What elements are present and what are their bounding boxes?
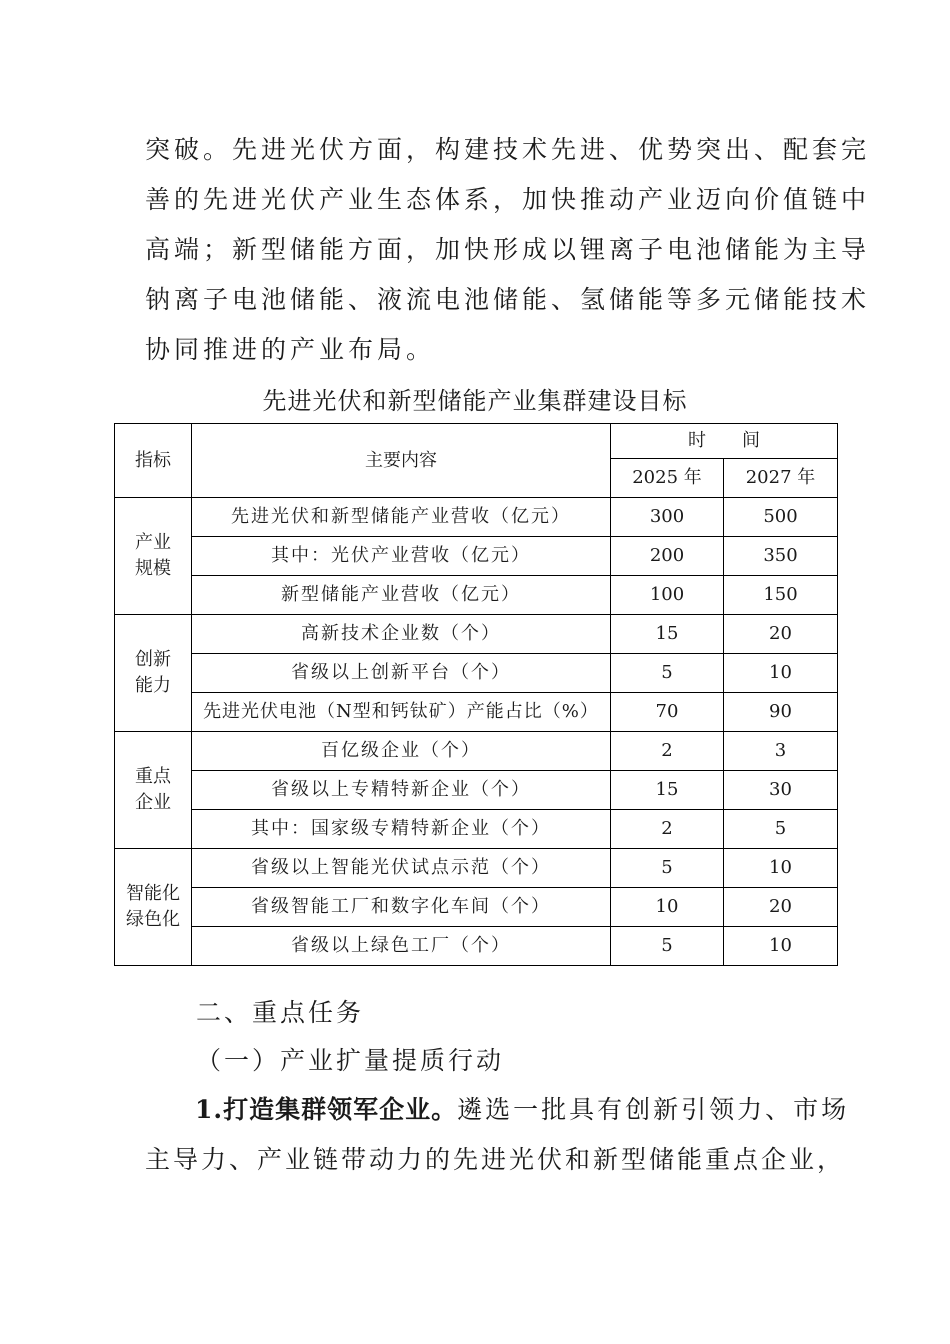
- group-name: 创新能力: [135, 649, 171, 696]
- table-row: [115, 849, 838, 888]
- value-2027: 10: [724, 654, 838, 693]
- row-content: 百亿级企业（个）: [192, 732, 611, 771]
- table-row: [115, 576, 838, 615]
- value-2025: 5: [611, 654, 724, 693]
- row-content: 新型储能产业营收（亿元）: [192, 576, 611, 615]
- value-2025: 300: [611, 498, 724, 537]
- group-label: [115, 732, 192, 849]
- table-row: [115, 615, 838, 654]
- value-2025: 100: [611, 576, 724, 615]
- group-name: 产业规模: [135, 532, 171, 579]
- section-heading: 二、重点任务: [196, 998, 365, 1027]
- item-paragraph: [145, 1085, 850, 1185]
- value-2027: 350: [724, 537, 838, 576]
- table-caption: 先进光伏和新型储能产业集群建设目标: [262, 387, 688, 415]
- group-name: 智能化绿色化: [126, 883, 180, 930]
- value-2025: 200: [611, 537, 724, 576]
- row-content: 省级以上智能光伏试点示范（个）: [192, 849, 611, 888]
- value-2027: 5: [724, 810, 838, 849]
- row-content: 省级智能工厂和数字化车间（个）: [192, 888, 611, 927]
- header-indicator: 指标: [115, 424, 192, 498]
- header-content: 主要内容: [192, 424, 611, 498]
- value-2025: 10: [611, 888, 724, 927]
- row-content: 省级以上绿色工厂（个）: [192, 927, 611, 966]
- group-label: [115, 498, 192, 615]
- value-2027: 10: [724, 927, 838, 966]
- intro-line: 协同推进的产业布局。: [145, 335, 436, 364]
- row-content: 高新技术企业数（个）: [192, 615, 611, 654]
- value-2025: 70: [611, 693, 724, 732]
- intro-line: 突破。先进光伏方面，构建技术先进、优势突出、配套完: [145, 135, 871, 164]
- value-2027: 3: [724, 732, 838, 771]
- item-line: 主导力、产业链带动力的先进光伏和新型储能重点企业，: [145, 1145, 846, 1174]
- table-row: [115, 810, 838, 849]
- item-line: [145, 1085, 850, 1135]
- subsection-heading: （一）产业扩量提质行动: [196, 1046, 505, 1075]
- row-content: 省级以上创新平台（个）: [192, 654, 611, 693]
- group-name: 重点企业: [135, 766, 171, 813]
- row-content: 先进光伏电池（N型和钙钛矿）产能占比（%）: [192, 693, 611, 732]
- value-2025: 15: [611, 615, 724, 654]
- value-2027: 10: [724, 849, 838, 888]
- table-row: [115, 654, 838, 693]
- table-header-row: [115, 424, 838, 459]
- intro-line: 钠离子电池储能、液流电池储能、氢储能等多元储能技术: [145, 285, 871, 314]
- table-row: [115, 771, 838, 810]
- value-2027: 30: [724, 771, 838, 810]
- table-row: [115, 537, 838, 576]
- intro-line: 高端；新型储能方面，加快形成以锂离子电池储能为主导: [145, 235, 871, 264]
- table-row: [115, 888, 838, 927]
- intro-paragraph: [145, 125, 871, 375]
- table-row: [115, 498, 838, 537]
- value-2025: 5: [611, 849, 724, 888]
- row-content: 省级以上专精特新企业（个）: [192, 771, 611, 810]
- intro-line: 善的先进光伏产业生态体系，加快推动产业迈向价值链中: [145, 185, 871, 214]
- item-title: 1.打造集群领军企业。: [195, 1095, 458, 1124]
- table-row: [115, 927, 838, 966]
- value-2027: 20: [724, 615, 838, 654]
- value-2027: 150: [724, 576, 838, 615]
- header-time: 时 间: [611, 424, 838, 459]
- value-2025: 2: [611, 810, 724, 849]
- row-content: 其中：国家级专精特新企业（个）: [192, 810, 611, 849]
- value-2025: 2: [611, 732, 724, 771]
- group-label: [115, 615, 192, 732]
- targets-table: [114, 423, 838, 966]
- row-content: 先进光伏和新型储能产业营收（亿元）: [192, 498, 611, 537]
- header-year-2025: 2025 年: [611, 459, 724, 498]
- header-year-2027: 2027 年: [724, 459, 838, 498]
- value-2027: 500: [724, 498, 838, 537]
- group-label: [115, 849, 192, 966]
- item-text: 遴选一批具有创新引领力、市场: [457, 1095, 850, 1124]
- value-2027: 90: [724, 693, 838, 732]
- value-2025: 5: [611, 927, 724, 966]
- table-row: [115, 732, 838, 771]
- table-row: [115, 693, 838, 732]
- value-2025: 15: [611, 771, 724, 810]
- row-content: 其中：光伏产业营收（亿元）: [192, 537, 611, 576]
- value-2027: 20: [724, 888, 838, 927]
